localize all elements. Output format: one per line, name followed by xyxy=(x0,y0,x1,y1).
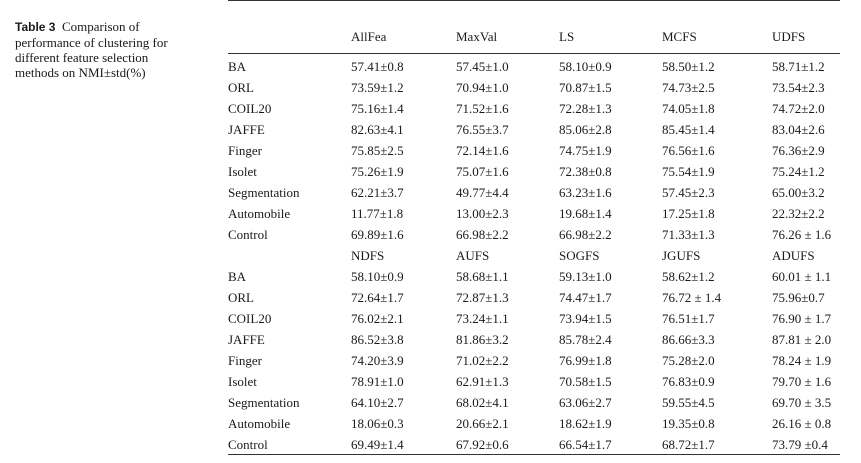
nmi-value: 74.72±2.0 xyxy=(772,101,825,116)
nmi-value: 19.68±1.4 xyxy=(559,206,612,221)
nmi-value: 76.02±2.1 xyxy=(351,311,404,326)
nmi-value: 74.05±1.8 xyxy=(662,101,715,116)
nmi-value: 75.54±1.9 xyxy=(662,164,715,179)
nmi-value: 18.62±1.9 xyxy=(559,416,612,431)
nmi-value: 65.00±3.2 xyxy=(772,185,825,200)
table-row xyxy=(228,330,840,350)
nmi-value: 70.58±1.5 xyxy=(559,374,612,389)
top-rule xyxy=(228,0,840,1)
nmi-value: 59.55±4.5 xyxy=(662,395,715,410)
nmi-value: 72.64±1.7 xyxy=(351,290,404,305)
nmi-value: 58.62±1.2 xyxy=(662,269,715,284)
nmi-value: 86.52±3.8 xyxy=(351,332,404,347)
nmi-value: 78.24 ± 1.9 xyxy=(772,353,832,368)
table-row xyxy=(228,99,840,119)
nmi-value: 57.45±1.0 xyxy=(456,59,509,74)
nmi-value: 76.51±1.7 xyxy=(662,311,715,326)
nmi-value: 71.33±1.3 xyxy=(662,227,715,242)
nmi-value: 49.77±4.4 xyxy=(456,185,509,200)
nmi-value: 72.28±1.3 xyxy=(559,101,612,116)
nmi-value: 70.94±1.0 xyxy=(456,80,509,95)
nmi-value: 73.94±1.5 xyxy=(559,311,612,326)
header-row xyxy=(228,27,840,47)
table-row xyxy=(228,414,840,434)
column-header: MCFS xyxy=(662,29,697,44)
nmi-value: 75.28±2.0 xyxy=(662,353,715,368)
nmi-value: 19.35±0.8 xyxy=(662,416,715,431)
nmi-value: 69.70 ± 3.5 xyxy=(772,395,832,410)
dataset-name: BA xyxy=(228,59,247,74)
column-header: AUFS xyxy=(456,248,490,263)
nmi-value: 72.87±1.3 xyxy=(456,290,509,305)
nmi-value: 82.63±4.1 xyxy=(351,122,404,137)
nmi-value: 58.10±0.9 xyxy=(351,269,404,284)
dataset-name: COIL20 xyxy=(228,311,272,326)
table-row xyxy=(228,183,840,203)
header-rule xyxy=(228,53,840,54)
nmi-value: 70.87±1.5 xyxy=(559,80,612,95)
nmi-value: 76.36±2.9 xyxy=(772,143,825,158)
caption-text: Comparison of performance of clustering for different feature selection methods on NMI±std(%) xyxy=(15,19,168,80)
nmi-value: 60.01 ± 1.1 xyxy=(772,269,832,284)
table-row xyxy=(228,351,840,371)
dataset-name: Isolet xyxy=(228,164,257,179)
nmi-value: 68.72±1.7 xyxy=(662,437,715,452)
column-header: MaxVal xyxy=(456,29,498,44)
nmi-value: 74.75±1.9 xyxy=(559,143,612,158)
table-row xyxy=(228,57,840,77)
caption-label: Table 3 xyxy=(15,20,56,34)
nmi-value: 85.06±2.8 xyxy=(559,122,612,137)
nmi-value: 73.59±1.2 xyxy=(351,80,404,95)
nmi-value: 72.14±1.6 xyxy=(456,143,509,158)
nmi-value: 76.56±1.6 xyxy=(662,143,715,158)
nmi-value: 76.26 ± 1.6 xyxy=(772,227,832,242)
table-row xyxy=(228,120,840,140)
nmi-value: 20.66±2.1 xyxy=(456,416,509,431)
nmi-value: 63.06±2.7 xyxy=(559,395,612,410)
nmi-value: 72.38±0.8 xyxy=(559,164,612,179)
nmi-value: 85.78±2.4 xyxy=(559,332,612,347)
nmi-value: 57.41±0.8 xyxy=(351,59,404,74)
nmi-value: 81.86±3.2 xyxy=(456,332,509,347)
nmi-value: 85.45±1.4 xyxy=(662,122,715,137)
nmi-value: 68.02±4.1 xyxy=(456,395,509,410)
table-caption xyxy=(15,19,195,80)
nmi-value: 26.16 ± 0.8 xyxy=(772,416,832,431)
dataset-name: Automobile xyxy=(228,416,291,431)
table-row xyxy=(228,435,840,455)
nmi-value: 73.24±1.1 xyxy=(456,311,509,326)
nmi-value: 63.23±1.6 xyxy=(559,185,612,200)
nmi-value: 64.10±2.7 xyxy=(351,395,404,410)
nmi-value: 75.16±1.4 xyxy=(351,101,404,116)
dataset-name: Finger xyxy=(228,143,262,158)
table-row xyxy=(228,204,840,224)
nmi-value: 79.70 ± 1.6 xyxy=(772,374,832,389)
nmi-value: 74.47±1.7 xyxy=(559,290,612,305)
nmi-value: 83.04±2.6 xyxy=(772,122,825,137)
dataset-name: COIL20 xyxy=(228,101,272,116)
table-row xyxy=(228,288,840,308)
nmi-value: 58.68±1.1 xyxy=(456,269,509,284)
nmi-value: 22.32±2.2 xyxy=(772,206,825,221)
dataset-name: Segmentation xyxy=(228,185,300,200)
nmi-value: 66.54±1.7 xyxy=(559,437,612,452)
nmi-value: 59.13±1.0 xyxy=(559,269,612,284)
nmi-value: 74.20±3.9 xyxy=(351,353,404,368)
nmi-value: 17.25±1.8 xyxy=(662,206,715,221)
nmi-value: 74.73±2.5 xyxy=(662,80,715,95)
nmi-value: 69.89±1.6 xyxy=(351,227,404,242)
dataset-name: Isolet xyxy=(228,374,257,389)
column-header: JGUFS xyxy=(662,248,701,263)
nmi-value: 78.91±1.0 xyxy=(351,374,404,389)
dataset-name: JAFFE xyxy=(228,122,265,137)
table-row xyxy=(228,162,840,182)
dataset-name: Control xyxy=(228,437,268,452)
nmi-value: 13.00±2.3 xyxy=(456,206,509,221)
column-header: SOGFS xyxy=(559,248,600,263)
dataset-name: ORL xyxy=(228,290,254,305)
dataset-name: Finger xyxy=(228,353,262,368)
nmi-value: 58.50±1.2 xyxy=(662,59,715,74)
nmi-value: 66.98±2.2 xyxy=(456,227,509,242)
nmi-value: 75.85±2.5 xyxy=(351,143,404,158)
table-row xyxy=(228,372,840,392)
table-row xyxy=(228,309,840,329)
column-header: UDFS xyxy=(772,29,806,44)
table-row xyxy=(228,78,840,98)
nmi-value: 75.24±1.2 xyxy=(772,164,825,179)
nmi-value: 69.49±1.4 xyxy=(351,437,404,452)
nmi-value: 76.90 ± 1.7 xyxy=(772,311,832,326)
nmi-value: 58.71±1.2 xyxy=(772,59,825,74)
table-row xyxy=(228,141,840,161)
nmi-value: 75.26±1.9 xyxy=(351,164,404,179)
nmi-value: 62.91±1.3 xyxy=(456,374,509,389)
nmi-value: 86.66±3.3 xyxy=(662,332,715,347)
table-row xyxy=(228,267,840,287)
nmi-value: 71.02±2.2 xyxy=(456,353,509,368)
nmi-value: 76.99±1.8 xyxy=(559,353,612,368)
nmi-value: 76.83±0.9 xyxy=(662,374,715,389)
nmi-value: 67.92±0.6 xyxy=(456,437,509,452)
nmi-value: 66.98±2.2 xyxy=(559,227,612,242)
nmi-value: 62.21±3.7 xyxy=(351,185,404,200)
column-header: NDFS xyxy=(351,248,385,263)
column-header: ADUFS xyxy=(772,248,815,263)
nmi-value: 18.06±0.3 xyxy=(351,416,404,431)
dataset-name: BA xyxy=(228,269,247,284)
dataset-name: Control xyxy=(228,227,268,242)
table-row xyxy=(228,225,840,245)
dataset-name: Automobile xyxy=(228,206,291,221)
column-header: AllFea xyxy=(351,29,387,44)
header-row xyxy=(228,246,840,266)
nmi-value: 57.45±2.3 xyxy=(662,185,715,200)
nmi-value: 73.79 ±0.4 xyxy=(772,437,828,452)
table-row xyxy=(228,393,840,413)
nmi-value: 71.52±1.6 xyxy=(456,101,509,116)
nmi-value: 58.10±0.9 xyxy=(559,59,612,74)
dataset-name: JAFFE xyxy=(228,332,265,347)
dataset-name: Segmentation xyxy=(228,395,300,410)
nmi-value: 76.72 ± 1.4 xyxy=(662,290,722,305)
column-header: LS xyxy=(559,29,575,44)
nmi-value: 76.55±3.7 xyxy=(456,122,509,137)
nmi-value: 87.81 ± 2.0 xyxy=(772,332,832,347)
nmi-value: 73.54±2.3 xyxy=(772,80,825,95)
nmi-value: 11.77±1.8 xyxy=(351,206,404,221)
dataset-name: ORL xyxy=(228,80,254,95)
nmi-value: 75.07±1.6 xyxy=(456,164,509,179)
nmi-value: 75.96±0.7 xyxy=(772,290,825,305)
